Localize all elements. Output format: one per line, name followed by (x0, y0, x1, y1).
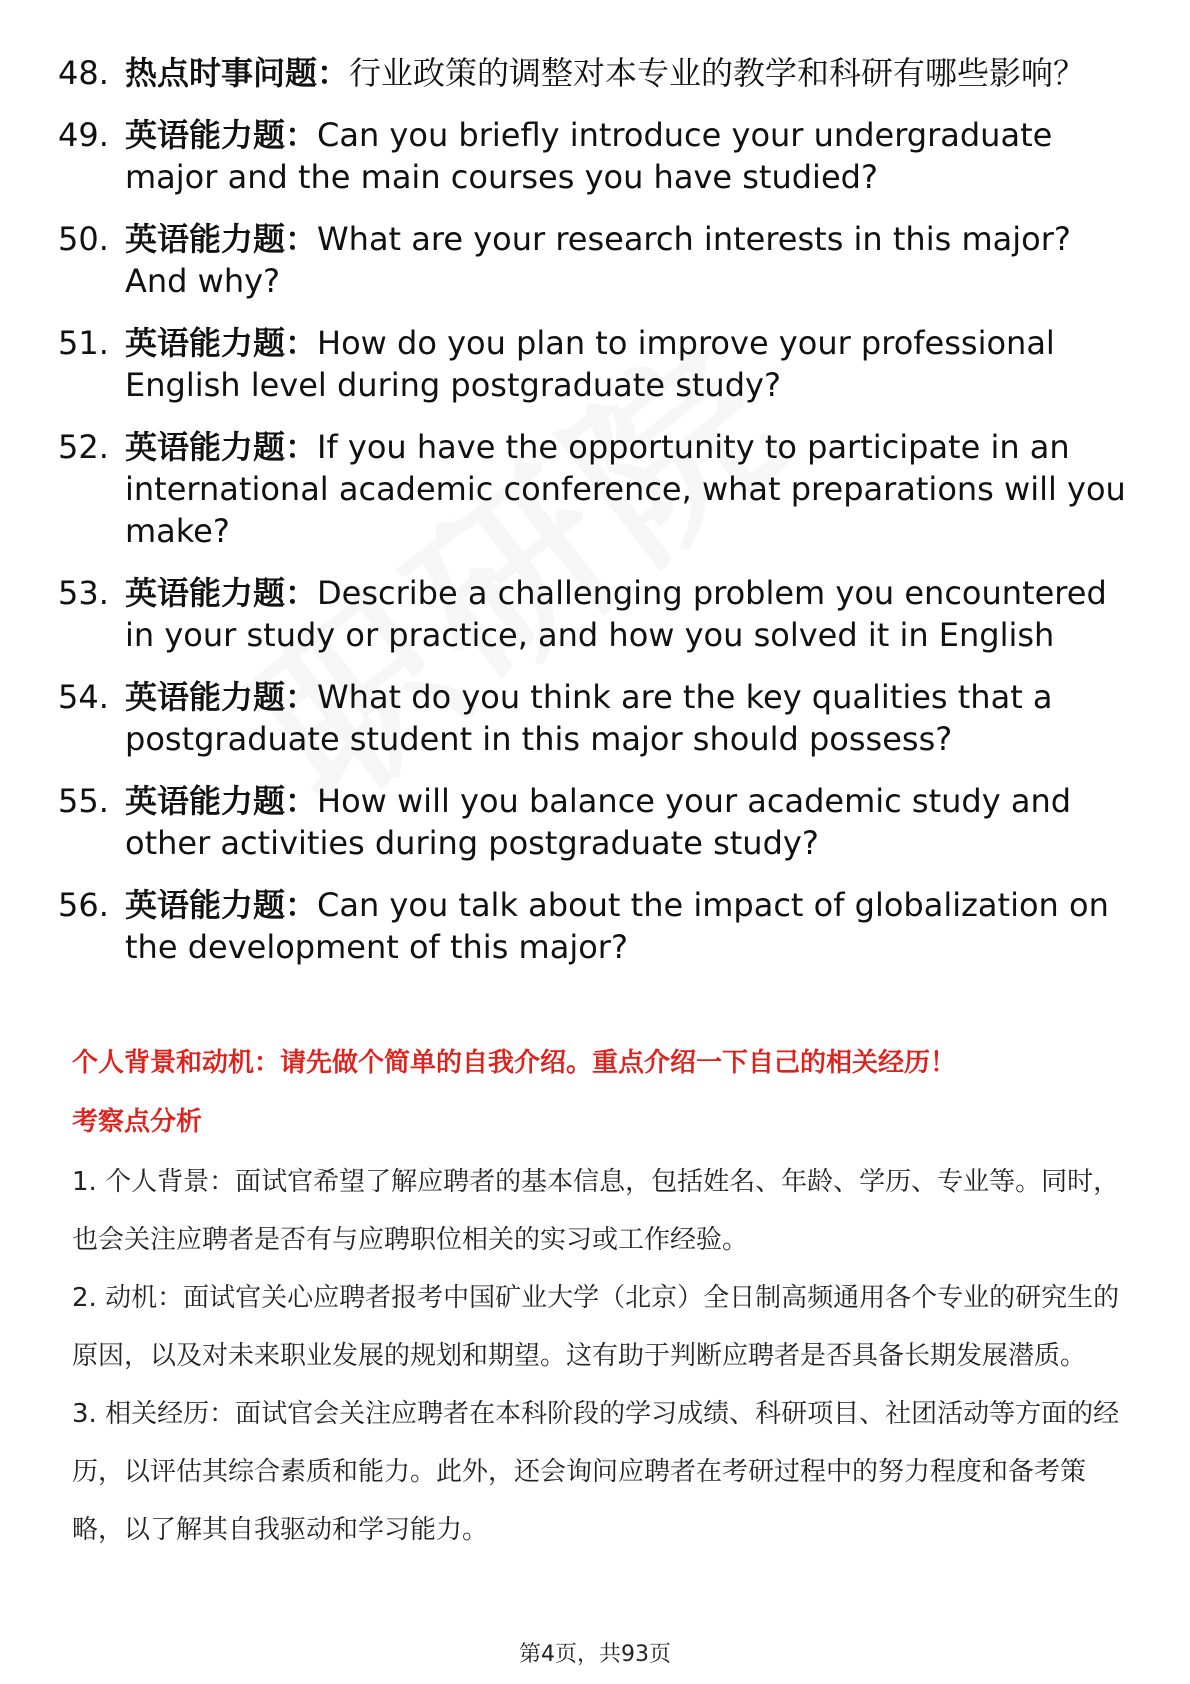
question-number: 50. (58, 220, 109, 258)
question-item (58, 676, 1138, 760)
question-category: 英语能力题： (125, 116, 318, 154)
question-item (58, 52, 1138, 94)
question-text: What are your research interests in this major? And why? (125, 220, 1071, 300)
section-title: 个人背景和动机：请先做个简单的自我介绍。重点介绍一下自己的相关经历！ (72, 1048, 957, 1078)
analysis-paragraph: 3. 相关经历：面试官会关注应聘者在本科阶段的学习成绩、科研项目、社团活动等方面的经历，以评估其综合素质和能力。此外，还会询问应聘者在考研过程中的努力程度和备考策略，以了解其自我驱动和学习能力。 (72, 1399, 1120, 1545)
question-number: 52. (58, 428, 109, 466)
question-number: 56. (58, 886, 109, 924)
analysis-paragraph: 1. 个人背景：面试官希望了解应聘者的基本信息，包括姓名、年龄、学历、专业等。同时，也会关注应聘者是否有与应聘职位相关的实习或工作经验。 (72, 1167, 1120, 1255)
analysis-body (72, 1153, 1124, 1559)
question-item (58, 218, 1138, 302)
question-text: What do you think are the key qualities that a postgraduate student in this major should possess? (125, 678, 1053, 758)
page-footer: 第4页，共93页 (519, 1642, 671, 1667)
question-text: How will you balance your academic study and other activities during postgraduate study? (125, 782, 1072, 862)
question-text: Describe a challenging problem you encountered in your study or practice, and how you solved it in English (125, 574, 1107, 654)
question-text: Can you talk about the impact of globalization on the development of this major? (125, 886, 1109, 966)
question-category: 英语能力题： (125, 782, 318, 820)
question-item (58, 884, 1138, 968)
question-category: 英语能力题： (125, 678, 318, 716)
question-list (58, 52, 1138, 988)
question-text: How do you plan to improve your professional English level during postgraduate study? (125, 324, 1055, 404)
question-category: 英语能力题： (125, 574, 318, 612)
question-number: 51. (58, 324, 109, 362)
question-category: 热点时事问题： (125, 54, 350, 92)
question-text: If you have the opportunity to participate in an international academic conference, what preparations will you make? (125, 428, 1126, 550)
question-text: Can you briefly introduce your undergraduate major and the main courses you have studied? (125, 116, 1053, 196)
question-number: 54. (58, 678, 109, 716)
question-category: 英语能力题： (125, 428, 318, 466)
question-item (58, 780, 1138, 864)
question-text: 行业政策的调整对本专业的教学和科研有哪些影响？ (349, 54, 1086, 92)
question-item (58, 572, 1138, 656)
question-number: 53. (58, 574, 109, 612)
question-item (58, 426, 1138, 552)
question-number: 48. (58, 54, 109, 92)
question-item (58, 114, 1138, 198)
question-category: 英语能力题： (125, 886, 318, 924)
question-category: 英语能力题： (125, 220, 318, 258)
analysis-paragraph: 2. 动机：面试官关心应聘者报考中国矿业大学（北京）全日制高频通用各个专业的研究生的原因，以及对未来职业发展的规划和期望。这有助于判断应聘者是否具备长期发展潜质。 (72, 1283, 1120, 1371)
question-number: 49. (58, 116, 109, 154)
question-number: 55. (58, 782, 109, 820)
question-item (58, 322, 1138, 406)
analysis-title: 考察点分析 (72, 1107, 203, 1137)
question-category: 英语能力题： (125, 324, 318, 362)
